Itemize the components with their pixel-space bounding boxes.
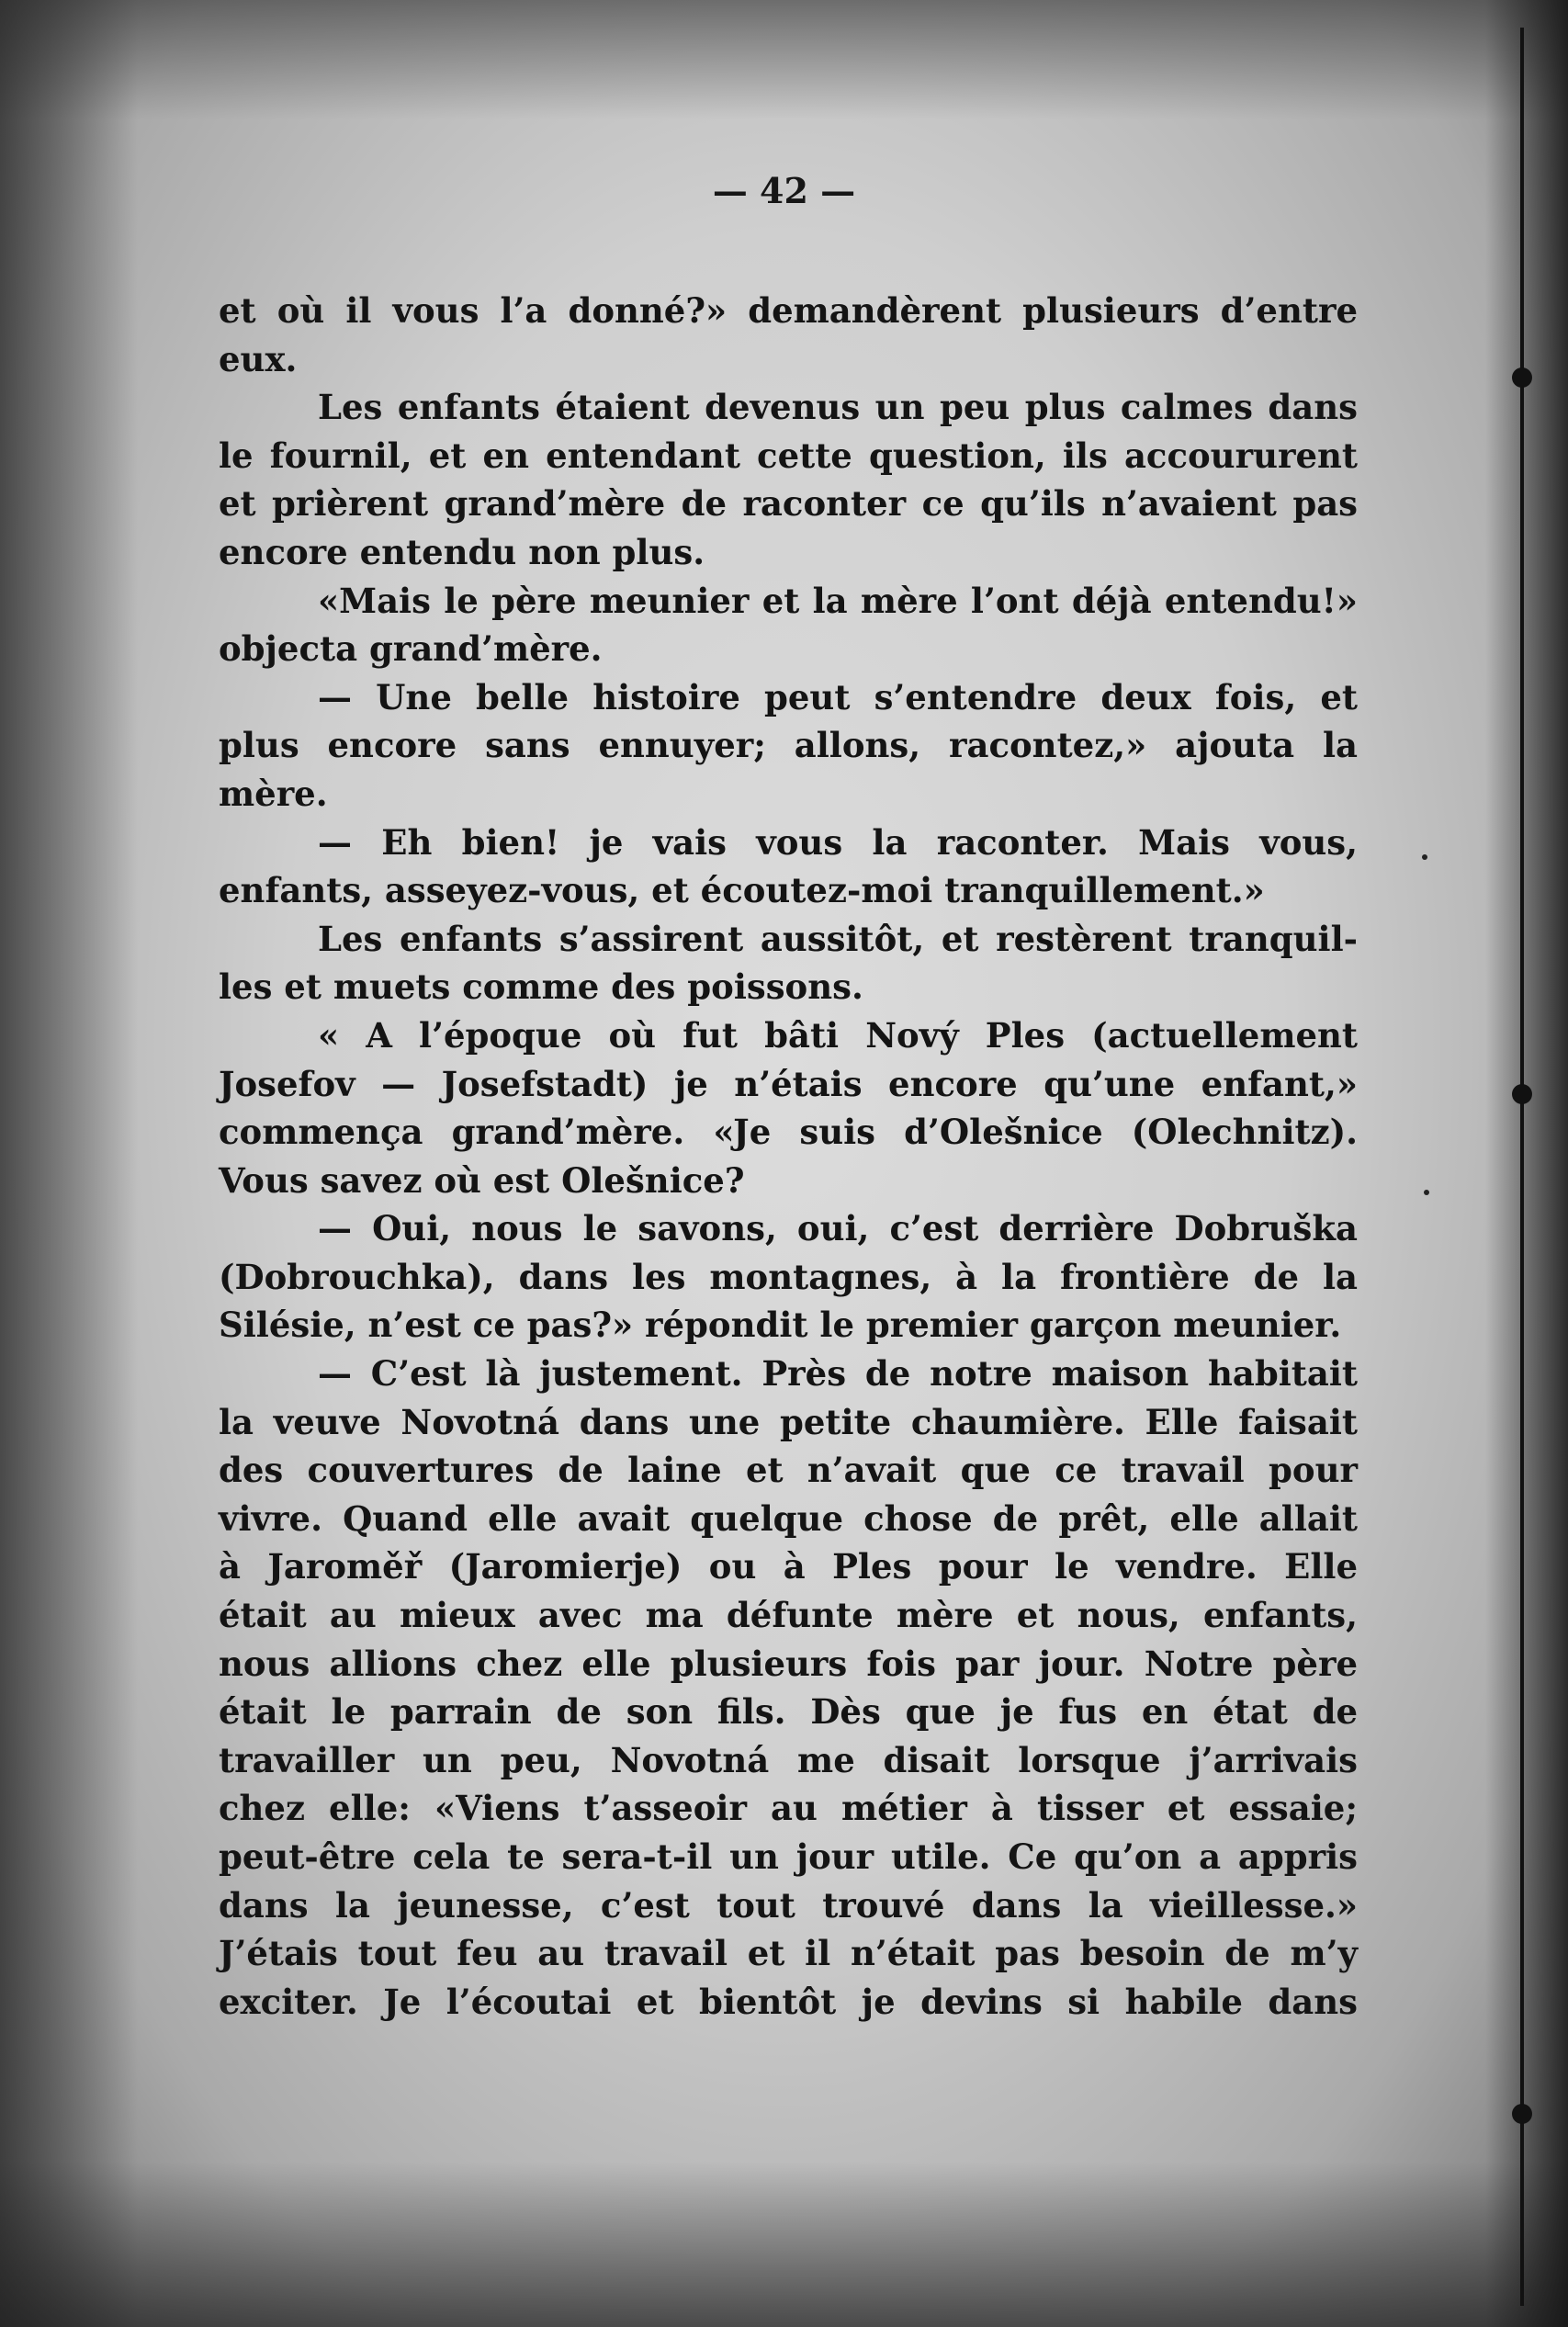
text-line: vivre. Quand elle avait quelque chose de prêt, elle allait xyxy=(219,1497,1358,1539)
text-line: Les enfants s’assirent aussitôt, et restèrent tranquil- xyxy=(318,918,1358,959)
text-line: et où il vous l’a donné?» demandèrent plusieurs d’entre xyxy=(219,290,1358,331)
text-line: commença grand’mère. «Je suis d’Olešnice (Olechnitz). xyxy=(219,1112,1358,1153)
text-line: dans la jeunesse, c’est tout trouvé dans la vieillesse.» xyxy=(219,1884,1358,1926)
text-line: « A l’époque où fut bâti Nový Ples (actuellement xyxy=(318,1014,1358,1056)
binding-mark xyxy=(1512,367,1532,388)
text-line: objecta grand’mère. xyxy=(219,628,603,670)
text-line: chez elle: «Viens t’asseoir au métier à tisser et essaie; xyxy=(219,1788,1358,1829)
body-text xyxy=(219,287,1358,2026)
text-line: — C’est là justement. Près de notre maison habitait xyxy=(318,1353,1358,1395)
text-line: peut-être cela te sera-t-il un jour utile. Ce qu’on a appris xyxy=(219,1836,1358,1877)
text-line: eux. xyxy=(219,338,298,379)
ink-speck xyxy=(1422,854,1427,860)
text-line: et prièrent grand’mère de raconter ce qu’ils n’avaient pas xyxy=(219,483,1358,525)
text-line: — Une belle histoire peut s’entendre deux fois, et xyxy=(318,676,1358,717)
text-line: Vous savez où est Olešnice? xyxy=(219,1159,745,1201)
text-line: — Eh bien! je vais vous la raconter. Mais vous, xyxy=(318,821,1358,863)
text-line: les et muets comme des poissons. xyxy=(219,966,863,1008)
text-line: — Oui, nous le savons, oui, c’est derrière Dobruška xyxy=(318,1208,1358,1249)
text-line: mère. xyxy=(219,773,328,814)
text-line: (Dobrouchka), dans les montagnes, à la frontière de la xyxy=(219,1256,1358,1297)
text-line: J’étais tout feu au travail et il n’était pas besoin de m’y xyxy=(219,1933,1358,1974)
left-edge-shadow xyxy=(0,0,138,2327)
text-line: travailler un peu, Novotná me disait lorsque j’arrivais xyxy=(219,1739,1358,1780)
right-edge-shadow xyxy=(1485,0,1568,2327)
text-line: «Mais le père meunier et la mère l’ont déjà entendu!» xyxy=(318,580,1358,621)
text-line: exciter. Je l’écoutai et bientôt je devins si habile dans xyxy=(219,1981,1358,2022)
top-edge-shadow xyxy=(0,0,1568,119)
text-line: était le parrain de son fils. Dès que je fus en état de xyxy=(219,1691,1358,1733)
text-line: le fournil, et en entendant cette question, ils accoururent xyxy=(219,435,1358,476)
text-line: des couvertures de laine et n’avait que ce travail pour xyxy=(219,1450,1358,1491)
text-line: à Jaroměř (Jaromierje) ou à Ples pour le vendre. Elle xyxy=(219,1546,1358,1587)
text-line: plus encore sans ennuyer; allons, racontez,» ajouta la xyxy=(219,725,1358,766)
text-line: nous allions chez elle plusieurs fois par jour. Notre père xyxy=(219,1643,1358,1684)
text-line: était au mieux avec ma défunte mère et nous, enfants, xyxy=(219,1595,1358,1636)
binding-mark xyxy=(1512,2104,1532,2124)
text-line: enfants, asseyez-vous, et écoutez-moi tranquillement.» xyxy=(219,870,1265,911)
text-line: Josefov — Josefstadt) je n’étais encore qu’une enfant,» xyxy=(219,1063,1358,1104)
ink-speck xyxy=(1424,1190,1429,1195)
text-line: Les enfants étaient devenus un peu plus calmes dans xyxy=(318,387,1358,428)
text-line: la veuve Novotná dans une petite chaumière. Elle faisait xyxy=(219,1401,1358,1442)
text-line: Silésie, n’est ce pas?» répondit le premier garçon meunier. xyxy=(219,1305,1342,1346)
bottom-edge-shadow xyxy=(0,2162,1568,2327)
text-line: encore entendu non plus. xyxy=(219,531,705,572)
page-number: — 42 — xyxy=(712,170,856,211)
binding-mark xyxy=(1512,1084,1532,1104)
